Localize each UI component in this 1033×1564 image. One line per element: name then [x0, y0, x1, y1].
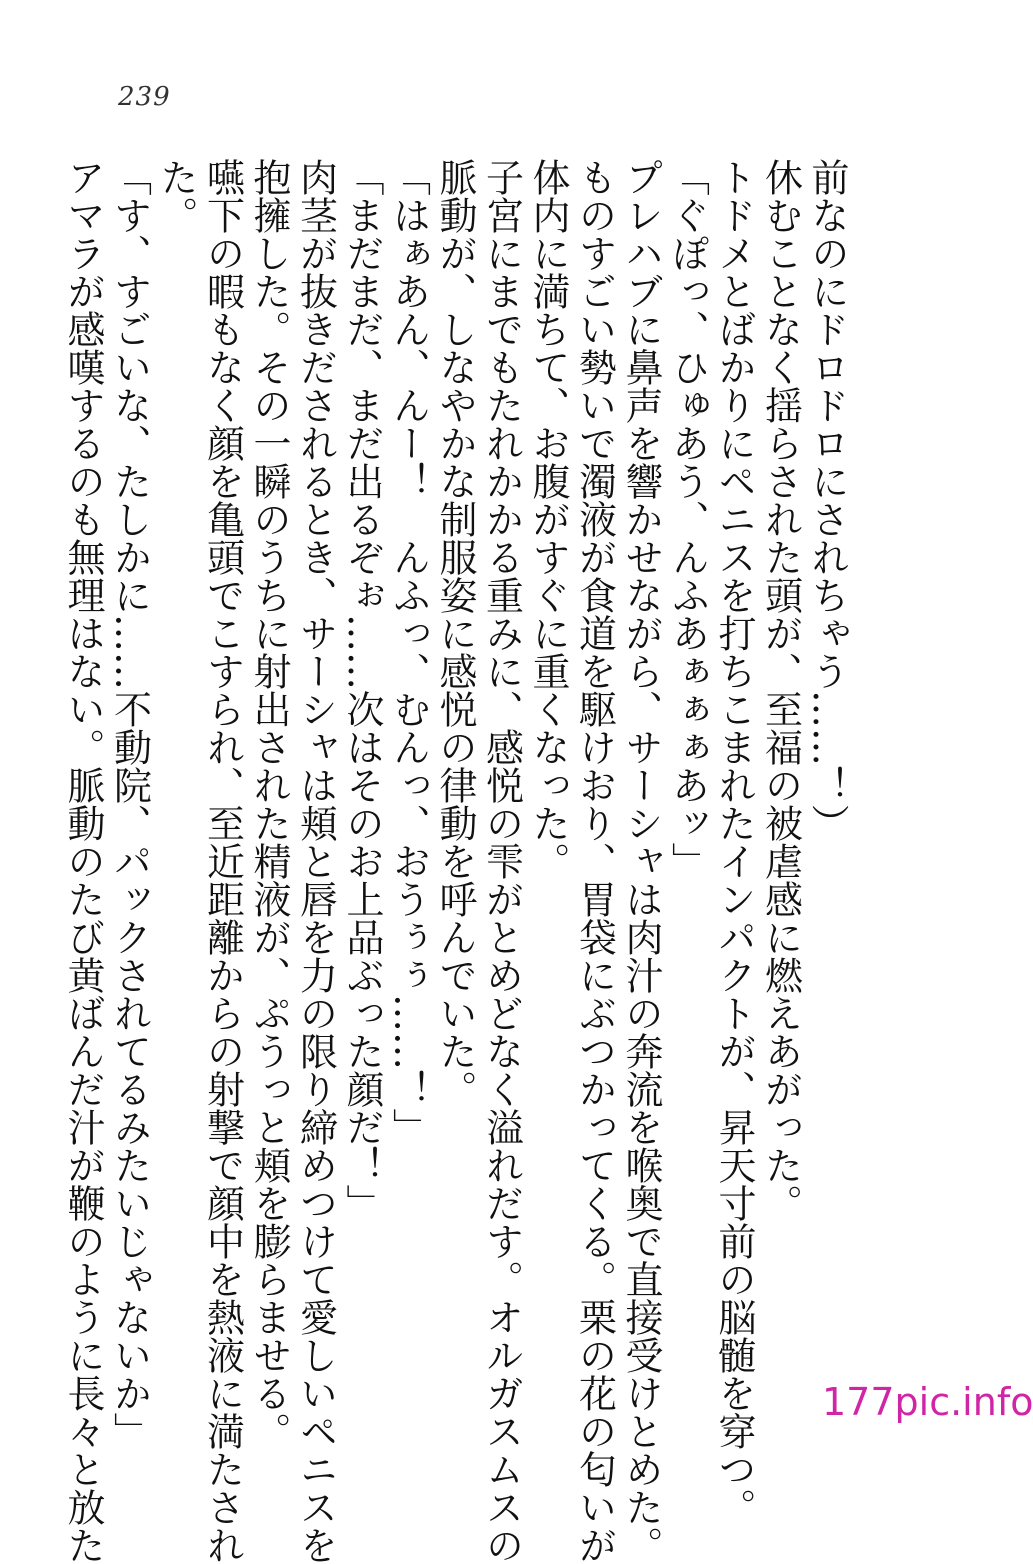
text-line: ものすごい勢いで濁液が食道を駆けおり、胃袋にぶつかってくる。栗の花の匂いが [572, 158, 617, 1564]
text-line: 脈動が、しなやかな制服姿に感悦の律動を呼んでいた。 [433, 158, 477, 1108]
text-line: 抱擁した。その一瞬のうちに射出された精液が、ぷうっと頬を膨らませる。 [247, 158, 291, 1450]
watermark: 177pic.info [822, 1380, 1033, 1424]
text-line: アマラが感嘆するのも無理はない。脈動のたび黄ばんだ汁が鞭のように長々と放た [61, 158, 105, 1564]
text-line: 体内に満ちて、お腹がすぐに重くなった。 [526, 158, 570, 880]
text-line: 休むことなく揺らされた頭が、至福の被虐感に燃えあがった。 [758, 158, 803, 1222]
text-line: た。 [154, 158, 198, 234]
body-text [60, 158, 851, 1564]
text-line: プレハブに鼻声を響かせながら、サーシャは肉汁の奔流を喉奥で直接受けとめた。 [619, 158, 663, 1564]
text-line: 「はぁあん、んー！ んふっ、むんっ、おうぅぅ……！」 [386, 158, 431, 1146]
text-line: 「ぐぽっ、ひゅあう、んふあぁぁぁあッ」 [665, 158, 710, 880]
text-line: 子宮にまでもたれかかる重みに、感悦の雫がとめどなく溢れだす。オルガスムスの [479, 158, 524, 1564]
text-line: トドメとばかりにペニスを打ちこまれたインパクトが、昇天寸前の脳髄を穿つ。 [712, 158, 756, 1526]
text-line: 嚥下の暇もなく顔を亀頭でこすられ、至近距離からの射撃で顔中を熱液に満たされ [200, 158, 245, 1564]
text-line: 「す、すごいな、たしかに……不動院、パックされてるみたいじゃないか」 [107, 158, 152, 1450]
text-line: 前なのにドロドロにされちゃう……！） [805, 158, 849, 842]
page-number: 239 [118, 82, 171, 112]
text-line: 肉茎が抜きだされるとき、サーシャは頬と唇を力の限り締めつけて愛しいペニスを [293, 158, 338, 1564]
text-line: 「まだまだ、まだ出るぞぉ……次はそのお上品ぶった顔だ！」 [340, 158, 384, 1222]
